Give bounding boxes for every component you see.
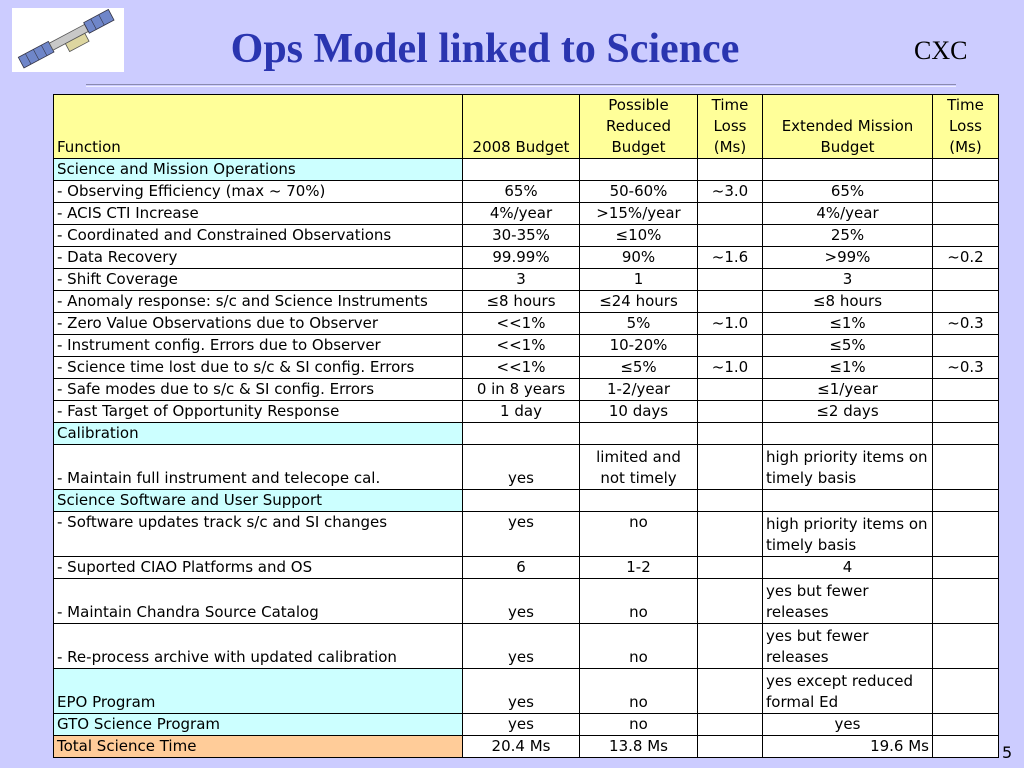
extended-budget-cell (763, 159, 933, 181)
time-loss-2-cell (933, 423, 999, 445)
function-cell: GTO Science Program (54, 714, 463, 736)
function-cell: EPO Program (54, 669, 463, 714)
time-loss-cell (698, 335, 763, 357)
reduced-budget-cell: >15%/year (580, 203, 698, 225)
budget-2008-cell: yes (463, 512, 580, 557)
function-cell: - Data Recovery (54, 247, 463, 269)
table-row (54, 181, 999, 203)
function-cell: Science Software and User Support (54, 490, 463, 512)
reduced-budget-cell (580, 159, 698, 181)
reduced-budget-cell (580, 490, 698, 512)
budget-2008-cell (463, 423, 580, 445)
budget-2008-cell: <<1% (463, 335, 580, 357)
function-cell: - Shift Coverage (54, 269, 463, 291)
extended-budget-cell: 19.6 Ms (763, 736, 933, 758)
time-loss-2-cell: ~0.3 (933, 313, 999, 335)
reduced-budget-cell (580, 423, 698, 445)
extended-budget-cell: 25% (763, 225, 933, 247)
budget-2008-cell: 4%/year (463, 203, 580, 225)
header-reduced-budget (580, 95, 698, 159)
time-loss-2-cell (933, 335, 999, 357)
time-loss-cell (698, 203, 763, 225)
table-header-row (54, 95, 999, 159)
function-cell: - Software updates track s/c and SI changes (54, 512, 463, 557)
table-row (54, 379, 999, 401)
time-loss-cell (698, 624, 763, 669)
ops-budget-table (53, 94, 999, 758)
reduced-budget-cell: no (580, 624, 698, 669)
reduced-budget-cell: limited and not timely (580, 445, 698, 490)
budget-2008-cell (463, 159, 580, 181)
function-cell: Calibration (54, 423, 463, 445)
table-row (54, 669, 999, 714)
title-divider (86, 84, 956, 85)
budget-2008-cell: yes (463, 624, 580, 669)
function-cell: Total Science Time (54, 736, 463, 758)
reduced-budget-cell: ≤5% (580, 357, 698, 379)
function-cell: - Coordinated and Constrained Observations (54, 225, 463, 247)
header-loss2-line3: (Ms) (949, 138, 982, 156)
header-time-loss-2 (933, 95, 999, 159)
budget-2008-cell (463, 490, 580, 512)
satellite-logo-icon (12, 8, 124, 72)
header-reduced-line1: Possible (608, 96, 669, 114)
time-loss-cell (698, 512, 763, 557)
budget-2008-cell: 1 day (463, 401, 580, 423)
function-cell: - Re-process archive with updated calibration (54, 624, 463, 669)
budget-2008-cell: 6 (463, 557, 580, 579)
time-loss-cell (698, 401, 763, 423)
table-row (54, 714, 999, 736)
header-loss2-line2: Loss (949, 117, 982, 135)
table-row (54, 313, 999, 335)
reduced-budget-cell: 5% (580, 313, 698, 335)
function-cell: - Anomaly response: s/c and Science Instruments (54, 291, 463, 313)
header-ext-line2: Budget (820, 138, 875, 156)
reduced-budget-cell: no (580, 579, 698, 624)
time-loss-cell (698, 714, 763, 736)
time-loss-2-cell (933, 579, 999, 624)
reduced-budget-cell: 50-60% (580, 181, 698, 203)
table-row (54, 512, 999, 557)
function-cell: - Observing Efficiency (max ~ 70%) (54, 181, 463, 203)
time-loss-2-cell (933, 445, 999, 490)
time-loss-2-cell (933, 181, 999, 203)
header-loss2-line1: Time (947, 96, 984, 114)
budget-2008-cell: 20.4 Ms (463, 736, 580, 758)
extended-budget-cell: 3 (763, 269, 933, 291)
table-row (54, 225, 999, 247)
table-row (54, 445, 999, 490)
budget-2008-cell: yes (463, 445, 580, 490)
reduced-budget-cell: ≤24 hours (580, 291, 698, 313)
table-row (54, 203, 999, 225)
table-row (54, 335, 999, 357)
time-loss-2-cell (933, 401, 999, 423)
header-time-loss (698, 95, 763, 159)
time-loss-2-cell (933, 624, 999, 669)
budget-2008-cell: ≤8 hours (463, 291, 580, 313)
extended-budget-cell: ≤1/year (763, 379, 933, 401)
table-row (54, 579, 999, 624)
budget-2008-cell: yes (463, 579, 580, 624)
reduced-budget-cell: 1-2/year (580, 379, 698, 401)
reduced-budget-cell: ≤10% (580, 225, 698, 247)
function-cell: - Fast Target of Opportunity Response (54, 401, 463, 423)
time-loss-cell: ~1.6 (698, 247, 763, 269)
table-row (54, 736, 999, 758)
time-loss-2-cell (933, 714, 999, 736)
reduced-budget-cell: no (580, 669, 698, 714)
time-loss-cell: ~1.0 (698, 313, 763, 335)
reduced-budget-cell: no (580, 714, 698, 736)
extended-budget-cell: 4 (763, 557, 933, 579)
time-loss-2-cell (933, 269, 999, 291)
function-cell: Science and Mission Operations (54, 159, 463, 181)
time-loss-cell (698, 269, 763, 291)
time-loss-2-cell (933, 291, 999, 313)
function-cell: - Suported CIAO Platforms and OS (54, 557, 463, 579)
extended-budget-cell: ≤2 days (763, 401, 933, 423)
time-loss-cell: ~1.0 (698, 357, 763, 379)
extended-budget-cell: ≤1% (763, 357, 933, 379)
time-loss-cell (698, 490, 763, 512)
extended-budget-cell: ≤8 hours (763, 291, 933, 313)
time-loss-cell (698, 291, 763, 313)
time-loss-cell (698, 225, 763, 247)
function-cell: - Maintain Chandra Source Catalog (54, 579, 463, 624)
reduced-budget-cell: no (580, 512, 698, 557)
reduced-budget-cell: 10 days (580, 401, 698, 423)
time-loss-cell (698, 579, 763, 624)
time-loss-2-cell: ~0.2 (933, 247, 999, 269)
table-row (54, 357, 999, 379)
extended-budget-cell (763, 490, 933, 512)
extended-budget-cell: >99% (763, 247, 933, 269)
page-number: 5 (1002, 743, 1013, 762)
extended-budget-cell: yes but fewer releases (763, 579, 933, 624)
time-loss-2-cell (933, 557, 999, 579)
header-extended-mission-budget (763, 95, 933, 159)
section-header-row (54, 423, 999, 445)
table-row (54, 624, 999, 669)
section-header-row (54, 159, 999, 181)
header-function: Function (54, 95, 463, 159)
title-divider-highlight (86, 86, 956, 87)
budget-2008-cell: <<1% (463, 313, 580, 335)
budget-2008-cell: 99.99% (463, 247, 580, 269)
function-cell: - Instrument config. Errors due to Observer (54, 335, 463, 357)
time-loss-2-cell (933, 159, 999, 181)
table-row (54, 291, 999, 313)
header-ext-line1: Extended Mission (781, 117, 914, 135)
extended-budget-cell: high priority items on timely basis (763, 512, 933, 557)
time-loss-cell (698, 159, 763, 181)
extended-budget-cell (763, 423, 933, 445)
function-cell: - Maintain full instrument and telecope cal. (54, 445, 463, 490)
function-cell: - ACIS CTI Increase (54, 203, 463, 225)
header-reduced-line2: Reduced (605, 117, 671, 135)
extended-budget-cell: yes (763, 714, 933, 736)
time-loss-cell (698, 669, 763, 714)
header-reduced-line3: Budget (611, 138, 666, 156)
time-loss-cell: ~3.0 (698, 181, 763, 203)
slide-title: Ops Model linked to Science (230, 26, 740, 72)
extended-budget-cell: ≤5% (763, 335, 933, 357)
function-cell: - Science time lost due to s/c & SI config. Errors (54, 357, 463, 379)
budget-2008-cell: yes (463, 714, 580, 736)
time-loss-cell (698, 445, 763, 490)
time-loss-2-cell (933, 736, 999, 758)
time-loss-2-cell (933, 490, 999, 512)
reduced-budget-cell: 1 (580, 269, 698, 291)
time-loss-2-cell (933, 669, 999, 714)
time-loss-2-cell (933, 512, 999, 557)
budget-2008-cell: 30-35% (463, 225, 580, 247)
table-row (54, 269, 999, 291)
time-loss-2-cell (933, 379, 999, 401)
time-loss-2-cell (933, 225, 999, 247)
extended-budget-cell: 4%/year (763, 203, 933, 225)
time-loss-cell (698, 423, 763, 445)
extended-budget-cell: yes but fewer releases (763, 624, 933, 669)
time-loss-cell (698, 557, 763, 579)
extended-budget-cell: ≤1% (763, 313, 933, 335)
budget-2008-cell: 0 in 8 years (463, 379, 580, 401)
reduced-budget-cell: 10-20% (580, 335, 698, 357)
budget-2008-cell: <<1% (463, 357, 580, 379)
table-row (54, 557, 999, 579)
time-loss-cell (698, 379, 763, 401)
function-cell: - Zero Value Observations due to Observer (54, 313, 463, 335)
extended-budget-cell: yes except reduced formal Ed (763, 669, 933, 714)
table-row (54, 247, 999, 269)
extended-budget-cell: 65% (763, 181, 933, 203)
table-row (54, 401, 999, 423)
time-loss-2-cell: ~0.3 (933, 357, 999, 379)
budget-2008-cell: 3 (463, 269, 580, 291)
function-cell: - Safe modes due to s/c & SI config. Errors (54, 379, 463, 401)
time-loss-cell (698, 736, 763, 758)
time-loss-2-cell (933, 203, 999, 225)
header-2008-budget: 2008 Budget (463, 95, 580, 159)
reduced-budget-cell: 1-2 (580, 557, 698, 579)
header-loss-line3: (Ms) (713, 138, 747, 156)
header-loss-line1: Time (711, 96, 749, 114)
extended-budget-cell: high priority items on timely basis (763, 445, 933, 490)
reduced-budget-cell: 13.8 Ms (580, 736, 698, 758)
section-header-row (54, 490, 999, 512)
header-loss-line2: Loss (713, 117, 747, 135)
reduced-budget-cell: 90% (580, 247, 698, 269)
budget-2008-cell: 65% (463, 181, 580, 203)
org-label: CXC (914, 36, 968, 65)
budget-2008-cell: yes (463, 669, 580, 714)
